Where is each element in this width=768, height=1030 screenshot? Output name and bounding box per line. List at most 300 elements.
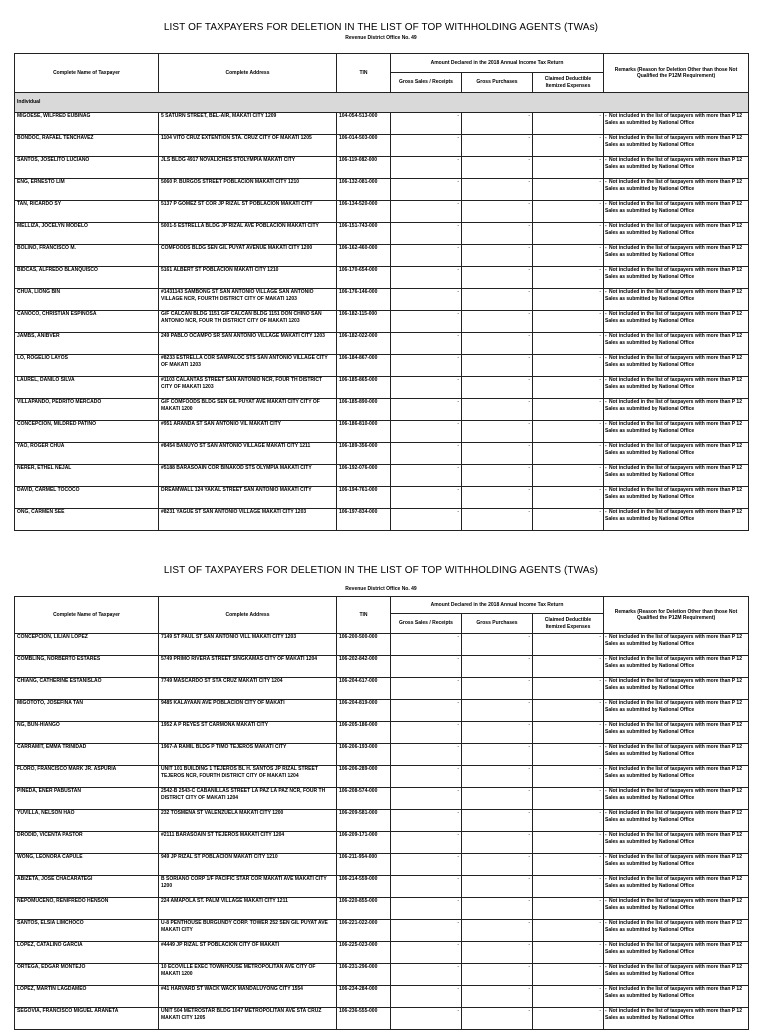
taxpayer-name: PINEDA, ENER PABUSTAN [15, 788, 159, 810]
taxpayer-tin: 106-204-617-000 [337, 678, 391, 700]
taxpayer-tin: 106-200-500-000 [337, 634, 391, 656]
table-row [15, 289, 749, 311]
deductible-expenses-cell: - [533, 700, 604, 722]
table-row [15, 443, 749, 465]
remarks-dash: - [605, 509, 607, 515]
remarks-dash: - [605, 964, 607, 970]
table-row [15, 722, 749, 744]
remarks-cell [604, 201, 749, 223]
taxpayer-tin: 106-134-520-000 [337, 201, 391, 223]
taxpayer-name: NERER, ETHEL NEJAL [15, 465, 159, 487]
gross-purchases-cell: - [462, 135, 533, 157]
table-row [15, 832, 749, 854]
taxpayer-tin: 106-231-296-000 [337, 964, 391, 986]
taxpayer-name: COMBLING, NORBERTO ESTARES [15, 656, 159, 678]
remarks-cell [604, 311, 749, 333]
remarks-cell [604, 832, 749, 854]
taxpayer-tin: 106-176-146-000 [337, 289, 391, 311]
taxpayer-tin: 106-209-171-000 [337, 832, 391, 854]
gross-purchases-cell: - [462, 289, 533, 311]
taxpayer-name: BONDOC, RAFAEL TENCHAVEZ [15, 135, 159, 157]
remarks-cell [604, 1008, 749, 1030]
table-row [15, 700, 749, 722]
remarks-text: Not included in the list of taxpayers with more than P 12 Sales as submitted by National Office [605, 377, 742, 390]
gross-sales-cell: - [391, 399, 462, 421]
taxpayer-address: 249 PABLO OCAMPO SR SAN ANTONIO VILLAGE MAKATI CITY 1203 [159, 333, 337, 355]
remarks-text: Not included in the list of taxpayers with more than P 12 Sales as submitted by National Office [605, 832, 742, 845]
table-row [15, 678, 749, 700]
deductible-expenses-cell: - [533, 656, 604, 678]
remarks-cell [604, 355, 749, 377]
taxpayer-name: CANOCO, CHRISTIAN ESPINOSA [15, 311, 159, 333]
deductible-expenses-cell: - [533, 1008, 604, 1030]
gross-sales-cell: - [391, 289, 462, 311]
remarks-cell [604, 421, 749, 443]
taxpayer-tin: 106-206-193-000 [337, 744, 391, 766]
gross-purchases-cell: - [462, 832, 533, 854]
gross-sales-cell: - [391, 1008, 462, 1030]
taxpayer-address: 10 ECOVILLE EXEC TOWNHOUSE METROPOLITAN AVE CITY OF MAKATI 1200 [159, 964, 337, 986]
taxpayer-address: #8231 YAGUE ST SAN ANTONIO VILLAGE MAKATI CITY 1203 [159, 509, 337, 531]
remarks-cell [604, 678, 749, 700]
remarks-cell [604, 810, 749, 832]
table-row [15, 333, 749, 355]
gross-purchases-cell: - [462, 1008, 533, 1030]
table-row [15, 245, 749, 267]
taxpayer-address: 224 AMAPOLA ST. PALM VILLAGE MAKATI CITY 1211 [159, 898, 337, 920]
gross-sales-cell: - [391, 678, 462, 700]
header-remarks: Remarks (Reason for Deletion Other than those Not Qualified the P12M Requirement) [604, 54, 749, 93]
taxpayer-name: LOPEZ, CATALINO GARCIA [15, 942, 159, 964]
remarks-text: Not included in the list of taxpayers with more than P 12 Sales as submitted by National Office [605, 289, 742, 302]
taxpayer-name: CONCEPCION, MILDRED PATINO [15, 421, 159, 443]
gross-purchases-cell: - [462, 788, 533, 810]
remarks-text: Not included in the list of taxpayers with more than P 12 Sales as submitted by National Office [605, 876, 742, 889]
remarks-cell [604, 986, 749, 1008]
remarks-cell [604, 876, 749, 898]
deductible-expenses-cell: - [533, 766, 604, 788]
remarks-text: Not included in the list of taxpayers with more than P 12 Sales as submitted by National Office [605, 788, 742, 801]
table-row [15, 355, 749, 377]
gross-sales-cell: - [391, 377, 462, 399]
gross-purchases-cell: - [462, 656, 533, 678]
taxpayer-name: LOPEZ, MARTIN LAGDAMEO [15, 986, 159, 1008]
remarks-cell [604, 399, 749, 421]
remarks-dash: - [605, 333, 607, 339]
gross-purchases-cell: - [462, 766, 533, 788]
remarks-text: Not included in the list of taxpayers with more than P 12 Sales as submitted by National Office [605, 634, 742, 647]
taxpayer-tin: 106-205-186-000 [337, 722, 391, 744]
header-tin: TIN [337, 54, 391, 93]
deductible-expenses-cell: - [533, 179, 604, 201]
gross-sales-cell: - [391, 223, 462, 245]
remarks-dash: - [605, 399, 607, 405]
remarks-dash: - [605, 788, 607, 794]
gross-sales-cell: - [391, 245, 462, 267]
taxpayer-tin: 106-192-076-000 [337, 465, 391, 487]
deductible-expenses-cell: - [533, 634, 604, 656]
taxpayer-name: MELLIZA, JOCELYN MODELO [15, 223, 159, 245]
gross-sales-cell: - [391, 656, 462, 678]
taxpayer-address: UNIT 101 BUILDING 1 TEJEROS BL H. SANTOS JP RIZAL STREET TEJEROS NCR, FOURTH DISTRICT CITY OF MAKATI 1204 [159, 766, 337, 788]
remarks-text: Not included in the list of taxpayers with more than P 12 Sales as submitted by National Office [605, 766, 742, 779]
gross-purchases-cell: - [462, 355, 533, 377]
remarks-dash: - [605, 443, 607, 449]
gross-purchases-cell: - [462, 509, 533, 531]
gross-sales-cell: - [391, 810, 462, 832]
taxpayer-name: SANTOS, ELSIA LIMCHOCO [15, 920, 159, 942]
remarks-text: Not included in the list of taxpayers with more than P 12 Sales as submitted by National Office [605, 333, 742, 346]
gross-purchases-cell: - [462, 179, 533, 201]
table-row [15, 810, 749, 832]
taxpayer-name: CONCEPCION, LILIAN LOPEZ [15, 634, 159, 656]
category-label: Individual [15, 93, 749, 113]
gross-purchases-cell: - [462, 964, 533, 986]
table-row [15, 788, 749, 810]
remarks-dash: - [605, 898, 607, 904]
remarks-text: Not included in the list of taxpayers with more than P 12 Sales as submitted by National Office [605, 179, 742, 192]
deductible-expenses-cell: - [533, 399, 604, 421]
table-row [15, 223, 749, 245]
remarks-dash: - [605, 876, 607, 882]
taxpayer-name: ABIZETA, JOSE CHACARATEGI [15, 876, 159, 898]
deductible-expenses-cell: - [533, 898, 604, 920]
table-row [15, 964, 749, 986]
remarks-text: Not included in the list of taxpayers with more than P 12 Sales as submitted by National Office [605, 201, 742, 214]
deductible-expenses-cell: - [533, 311, 604, 333]
header-address: Complete Address [159, 597, 337, 634]
remarks-dash: - [605, 377, 607, 383]
taxpayer-tin: 106-194-761-000 [337, 487, 391, 509]
remarks-dash: - [605, 986, 607, 992]
remarks-text: Not included in the list of taxpayers with more than P 12 Sales as submitted by National Office [605, 355, 742, 368]
remarks-cell [604, 722, 749, 744]
taxpayer-name: BOLINO, FRANCISCO M. [15, 245, 159, 267]
remarks-dash: - [605, 465, 607, 471]
taxpayer-address: 5749 PRIMO RIVERA STREET SINGKAMAS CITY OF MAKATI 1204 [159, 656, 337, 678]
table-row [15, 421, 749, 443]
remarks-text: Not included in the list of taxpayers with more than P 12 Sales as submitted by National Office [605, 465, 742, 478]
table-row [15, 201, 749, 223]
document-title: LIST OF TAXPAYERS FOR DELETION IN THE LIST OF TOP WITHHOLDING AGENTS (TWAs) [163, 22, 599, 33]
remarks-text: Not included in the list of taxpayers with more than P 12 Sales as submitted by National Office [605, 399, 742, 412]
gross-purchases-cell: - [462, 223, 533, 245]
taxpayer-address: #951 ARANDA ST SAN ANTONIO VIL MAKATI CITY [159, 421, 337, 443]
taxpayer-address: 1952 A P REYES ST CARMONA MAKATI CITY [159, 722, 337, 744]
table-row [15, 135, 749, 157]
gross-sales-cell: - [391, 634, 462, 656]
deductible-expenses-cell: - [533, 157, 604, 179]
remarks-cell [604, 333, 749, 355]
remarks-dash: - [605, 920, 607, 926]
taxpayer-address: #41 HARVARD ST WACK WACK MANDALUYONG CITY 1554 [159, 986, 337, 1008]
taxpayer-name: SEGOVIA, FRANCISCO MIGUEL ARANETA [15, 1008, 159, 1030]
taxpayer-address: 5060 P. BURGOS STREET POBLACION MAKATI CITY 1210 [159, 179, 337, 201]
remarks-dash: - [605, 157, 607, 163]
remarks-dash: - [605, 135, 607, 141]
deductible-expenses-cell: - [533, 443, 604, 465]
taxpayer-name: DRODID, VICENTA PASTOR [15, 832, 159, 854]
remarks-cell [604, 245, 749, 267]
remarks-dash: - [605, 179, 607, 185]
header-address: Complete Address [159, 54, 337, 93]
taxpayer-tin: 106-208-574-000 [337, 788, 391, 810]
taxpayer-tin: 106-211-954-000 [337, 854, 391, 876]
gross-purchases-cell: - [462, 678, 533, 700]
taxpayer-tin: 106-209-581-000 [337, 810, 391, 832]
taxpayer-address: UNIT 504 METROSTAR BLDG 1047 METROPOLITAN AVE STA CRUZ MAKATI CITY 1205 [159, 1008, 337, 1030]
gross-sales-cell: - [391, 465, 462, 487]
taxpayer-address: #4449 JP RIZAL ST POBLACION CITY OF MAKATI [159, 942, 337, 964]
table-row [15, 766, 749, 788]
table-row [15, 267, 749, 289]
deductible-expenses-cell: - [533, 854, 604, 876]
deductible-expenses-cell: - [533, 810, 604, 832]
taxpayer-tin: 106-234-284-000 [337, 986, 391, 1008]
gross-purchases-cell: - [462, 854, 533, 876]
taxpayer-name: WONG, LEONORA CAPULE [15, 854, 159, 876]
table-row [15, 898, 749, 920]
taxpayer-address: G/F COMFOODS BLDG SEN GIL PUYAT AVE MAKATI CITY CITY OF MAKATI 1200 [159, 399, 337, 421]
table-row [15, 377, 749, 399]
header-name: Complete Name of Taxpayer [15, 54, 159, 93]
remarks-dash: - [605, 766, 607, 772]
deductible-expenses-cell: - [533, 201, 604, 223]
document-title: LIST OF TAXPAYERS FOR DELETION IN THE LIST OF TOP WITHHOLDING AGENTS (TWAs) [163, 565, 599, 576]
deductible-expenses-cell: - [533, 289, 604, 311]
taxpayer-tin: 106-214-559-000 [337, 876, 391, 898]
remarks-dash: - [605, 700, 607, 706]
taxpayer-tin: 106-236-555-000 [337, 1008, 391, 1030]
taxpayer-address: 949 JP RIZAL ST POBLACION MAKATI CITY 1210 [159, 854, 337, 876]
remarks-dash: - [605, 656, 607, 662]
remarks-dash: - [605, 201, 607, 207]
table-row [15, 634, 749, 656]
taxpayer-tin: 106-220-855-000 [337, 898, 391, 920]
gross-sales-cell: - [391, 788, 462, 810]
deductible-expenses-cell: - [533, 113, 604, 135]
taxpayer-tin: 106-202-842-000 [337, 656, 391, 678]
header-amount-group: Amount Declared in the 2018 Annual Income Tax Return [391, 54, 604, 73]
rdo-label: Revenue District Office No. 49 [345, 586, 417, 592]
remarks-text: Not included in the list of taxpayers with more than P 12 Sales as submitted by National Office [605, 656, 742, 669]
gross-sales-cell: - [391, 766, 462, 788]
gross-sales-cell: - [391, 487, 462, 509]
taxpayer-name: NEPOMUCENO, RENIFREDO HENSON [15, 898, 159, 920]
deductible-expenses-cell: - [533, 986, 604, 1008]
gross-sales-cell: - [391, 135, 462, 157]
table-row [15, 487, 749, 509]
taxpayer-address: #8233 ESTRELLA COR SAMPALOC STS SAN ANTONIO VILLAGE CITY OF MAKATI 1203 [159, 355, 337, 377]
header-tin: TIN [337, 597, 391, 634]
gross-purchases-cell: - [462, 722, 533, 744]
table-row [15, 986, 749, 1008]
taxpayer-name: YAO, ROGER CHUA [15, 443, 159, 465]
remarks-text: Not included in the list of taxpayers with more than P 12 Sales as submitted by National Office [605, 311, 742, 324]
gross-sales-cell: - [391, 267, 462, 289]
table-row [15, 509, 749, 531]
gross-purchases-cell: - [462, 942, 533, 964]
taxpayer-address: 1967-A RAMIL BLDG P TIMO TEJEROS MAKATI CITY [159, 744, 337, 766]
taxpayer-address: #1431143 SAMBONG ST SAN ANTONIO VILLAGE SAN ANTONIO VILLAGE NCR, FOURTH DISTRICT CITY OF MAKATI 1203 [159, 289, 337, 311]
gross-purchases-cell: - [462, 810, 533, 832]
taxpayer-address: 5137 P GOMEZ ST COR JP RIZAL ST POBLACION MAKATI CITY [159, 201, 337, 223]
gross-sales-cell: - [391, 832, 462, 854]
remarks-dash: - [605, 832, 607, 838]
remarks-dash: - [605, 487, 607, 493]
gross-purchases-cell: - [462, 744, 533, 766]
taxpayer-name: ORTEGA, EDGAR MONTEJO [15, 964, 159, 986]
remarks-text: Not included in the list of taxpayers with more than P 12 Sales as submitted by National Office [605, 443, 742, 456]
deductible-expenses-cell: - [533, 722, 604, 744]
deductible-expenses-cell: - [533, 333, 604, 355]
deductible-expenses-cell: - [533, 135, 604, 157]
gross-purchases-cell: - [462, 421, 533, 443]
taxpayer-table-1 [14, 53, 749, 531]
gross-sales-cell: - [391, 744, 462, 766]
remarks-cell [604, 509, 749, 531]
gross-sales-cell: - [391, 157, 462, 179]
remarks-dash: - [605, 267, 607, 273]
taxpayer-name: CHIANG, CATHERINE ESTANISLAO [15, 678, 159, 700]
taxpayer-name: SANTOS, JOSELITO LUCIANO [15, 157, 159, 179]
remarks-text: Not included in the list of taxpayers with more than P 12 Sales as submitted by National Office [605, 487, 742, 500]
remarks-text: Not included in the list of taxpayers with more than P 12 Sales as submitted by National Office [605, 267, 742, 280]
taxpayer-tin: 106-151-743-000 [337, 223, 391, 245]
remarks-cell [604, 766, 749, 788]
remarks-text: Not included in the list of taxpayers with more than P 12 Sales as submitted by National Office [605, 854, 742, 867]
remarks-text: Not included in the list of taxpayers with more than P 12 Sales as submitted by National Office [605, 722, 742, 735]
gross-sales-cell: - [391, 876, 462, 898]
remarks-cell [604, 964, 749, 986]
gross-sales-cell: - [391, 986, 462, 1008]
gross-sales-cell: - [391, 898, 462, 920]
table-row [15, 179, 749, 201]
gross-sales-cell: - [391, 333, 462, 355]
deductible-expenses-cell: - [533, 942, 604, 964]
remarks-cell [604, 223, 749, 245]
remarks-text: Not included in the list of taxpayers with more than P 12 Sales as submitted by National Office [605, 898, 742, 911]
taxpayer-name: BIDCAS, ALFREDO BLANQUISCO [15, 267, 159, 289]
taxpayer-tin: 106-182-115-000 [337, 311, 391, 333]
remarks-cell [604, 179, 749, 201]
header-sales: Gross Sales / Receipts [391, 73, 462, 93]
gross-sales-cell: - [391, 854, 462, 876]
remarks-cell [604, 700, 749, 722]
deductible-expenses-cell: - [533, 788, 604, 810]
header-sales: Gross Sales / Receipts [391, 614, 462, 634]
remarks-dash: - [605, 678, 607, 684]
remarks-cell [604, 135, 749, 157]
taxpayer-tin: 106-170-654-000 [337, 267, 391, 289]
taxpayer-address: 5001-5 ESTRELLA BLDG JP RIZAL AVE POBLACION MAKATI CITY [159, 223, 337, 245]
table-row [15, 656, 749, 678]
taxpayer-name: DAVID, CARMEL TOCOCO [15, 487, 159, 509]
header-amount-group: Amount Declared in the 2018 Annual Income Tax Return [391, 597, 604, 614]
taxpayer-tin: 104-054-513-000 [337, 113, 391, 135]
table-row [15, 744, 749, 766]
taxpayer-address: DREAMWALL 124 YAKAL STREET SAN ANTONIO MAKATI CITY [159, 487, 337, 509]
remarks-cell [604, 744, 749, 766]
taxpayer-address: 1104 VITO CRUZ EXTENTION STA. CRUZ CITY OF MAKATI 1205 [159, 135, 337, 157]
remarks-dash: - [605, 223, 607, 229]
remarks-cell [604, 656, 749, 678]
table-row [15, 311, 749, 333]
taxpayer-address: 5 SATURN STREET, BEL-AIR, MAKATI CITY 1209 [159, 113, 337, 135]
remarks-text: Not included in the list of taxpayers with more than P 12 Sales as submitted by National Office [605, 113, 742, 126]
taxpayer-address: 9485 KALAYAAN AVE POBLACION CITY OF MAKATI [159, 700, 337, 722]
taxpayer-tin: 106-132-081-000 [337, 179, 391, 201]
remarks-text: Not included in the list of taxpayers with more than P 12 Sales as submitted by National Office [605, 421, 742, 434]
taxpayer-name: ONG, CARMEN SEE [15, 509, 159, 531]
taxpayer-tin: 106-119-082-000 [337, 157, 391, 179]
gross-purchases-cell: - [462, 700, 533, 722]
deductible-expenses-cell: - [533, 964, 604, 986]
taxpayer-address: #2111 BARASOAIN ST TEJEROS MAKATI CITY 1204 [159, 832, 337, 854]
remarks-cell [604, 465, 749, 487]
remarks-dash: - [605, 722, 607, 728]
taxpayer-name: TAN, RICARDO SY [15, 201, 159, 223]
gross-sales-cell: - [391, 942, 462, 964]
remarks-cell [604, 157, 749, 179]
taxpayer-tin: 106-186-810-000 [337, 421, 391, 443]
taxpayer-tin: 106-206-289-000 [337, 766, 391, 788]
remarks-cell [604, 487, 749, 509]
remarks-text: Not included in the list of taxpayers with more than P 12 Sales as submitted by National Office [605, 157, 742, 170]
deductible-expenses-cell: - [533, 267, 604, 289]
remarks-text: Not included in the list of taxpayers with more than P 12 Sales as submitted by National Office [605, 942, 742, 955]
gross-sales-cell: - [391, 201, 462, 223]
taxpayer-address: 232 TOSMENA ST VALENZUELA MAKATI CITY 1200 [159, 810, 337, 832]
header-expenses: Claimed Deductible Itemized Expenses [533, 73, 604, 93]
table-row [15, 920, 749, 942]
remarks-text: Not included in the list of taxpayers with more than P 12 Sales as submitted by National Office [605, 986, 742, 999]
gross-purchases-cell: - [462, 399, 533, 421]
gross-sales-cell: - [391, 179, 462, 201]
remarks-cell [604, 113, 749, 135]
remarks-cell [604, 854, 749, 876]
remarks-text: Not included in the list of taxpayers with more than P 12 Sales as submitted by National Office [605, 223, 742, 236]
table-row [15, 876, 749, 898]
remarks-cell [604, 377, 749, 399]
taxpayer-address: 2542-B 2543-C CABANILLAS STREET LA PAZ LA PAZ NCR, FOUR TH DISTRICT CITY OF MAKATI 1204 [159, 788, 337, 810]
rdo-label: Revenue District Office No. 49 [345, 35, 417, 41]
taxpayer-address: U-8 PENTHOUSE BURGUNDY CORP. TOWER 252 SEN GIL PUYAT AVE MAKATI CITY [159, 920, 337, 942]
taxpayer-name: LO, ROGELIO LAYOS [15, 355, 159, 377]
gross-purchases-cell: - [462, 443, 533, 465]
table-row [15, 1008, 749, 1030]
taxpayer-tin: 106-162-460-000 [337, 245, 391, 267]
deductible-expenses-cell: - [533, 245, 604, 267]
table-row [15, 465, 749, 487]
table-row [15, 854, 749, 876]
remarks-text: Not included in the list of taxpayers with more than P 12 Sales as submitted by National Office [605, 744, 742, 757]
gross-purchases-cell: - [462, 333, 533, 355]
deductible-expenses-cell: - [533, 465, 604, 487]
taxpayer-name: MIGOTOTO, JOSEFINA TAN [15, 700, 159, 722]
taxpayer-address: 5161 ALBERT ST POBLACION MAKATI CITY 1210 [159, 267, 337, 289]
taxpayer-name: FLORO, FRANCISCO MARK JR. ASPURIA [15, 766, 159, 788]
remarks-dash: - [605, 1008, 607, 1014]
deductible-expenses-cell: - [533, 355, 604, 377]
taxpayer-name: NG, BUN-HIANGO [15, 722, 159, 744]
gross-purchases-cell: - [462, 201, 533, 223]
remarks-dash: - [605, 289, 607, 295]
taxpayer-name: ENG, ERNESTO LIM [15, 179, 159, 201]
remarks-text: Not included in the list of taxpayers with more than P 12 Sales as submitted by National Office [605, 509, 742, 522]
gross-sales-cell: - [391, 722, 462, 744]
remarks-text: Not included in the list of taxpayers with more than P 12 Sales as submitted by National Office [605, 678, 742, 691]
